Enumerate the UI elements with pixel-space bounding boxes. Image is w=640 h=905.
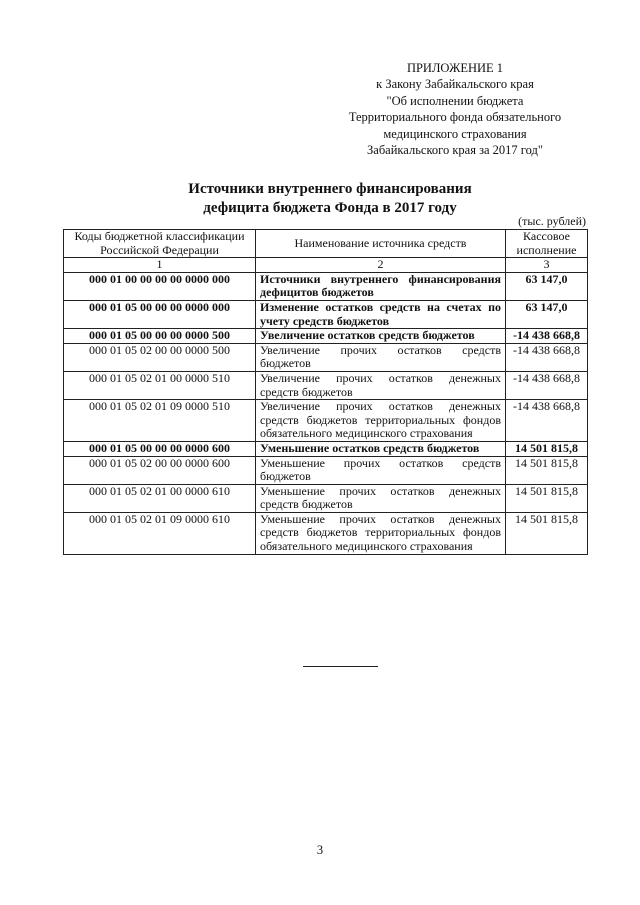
row-amount: 14 501 815,8 xyxy=(506,484,588,512)
row-code: 000 01 05 02 01 00 0000 610 xyxy=(64,484,256,512)
table-row xyxy=(64,400,588,442)
table-row xyxy=(64,371,588,399)
table-row xyxy=(64,300,588,328)
row-name: Уменьшение прочих остатков денежных средств бюджетов территориальных фондов обязательного медицинского страхования xyxy=(256,512,506,554)
row-code: 000 01 05 02 01 00 0000 510 xyxy=(64,371,256,399)
row-name: Увеличение остатков средств бюджетов xyxy=(256,329,506,344)
row-code: 000 01 05 00 00 00 0000 600 xyxy=(64,441,256,456)
title-line-1: Источники внутреннего финансирования xyxy=(188,181,472,197)
column-number: 2 xyxy=(256,258,506,273)
row-amount: 14 501 815,8 xyxy=(506,456,588,484)
appendix-line: "Об исполнении бюджета xyxy=(386,93,524,108)
row-name: Уменьшение остатков средств бюджетов xyxy=(256,441,506,456)
row-code: 000 01 05 02 00 00 0000 500 xyxy=(64,343,256,371)
appendix-line: к Закону Забайкальского края xyxy=(376,77,534,92)
appendix-line: Территориального фонда обязательного xyxy=(348,110,562,125)
row-amount: -14 438 668,8 xyxy=(506,400,588,442)
budget-sources-table xyxy=(63,229,588,555)
document-title xyxy=(150,180,510,218)
table-row xyxy=(64,343,588,371)
separator-line xyxy=(303,666,378,667)
table-row xyxy=(64,441,588,456)
header-name: Наименование источника средств xyxy=(256,230,506,258)
row-amount: -14 438 668,8 xyxy=(506,371,588,399)
row-name: Изменение остатков средств на счетах по учету средств бюджетов xyxy=(256,300,506,328)
header-amount: Кассовое исполнение xyxy=(506,230,588,258)
row-amount: 63 147,0 xyxy=(506,272,588,300)
table-row xyxy=(64,272,588,300)
row-name: Источники внутреннего финансирования дефицитов бюджетов xyxy=(256,272,506,300)
row-amount: -14 438 668,8 xyxy=(506,343,588,371)
table-row xyxy=(64,512,588,554)
row-name: Уменьшение прочих остатков денежных средств бюджетов xyxy=(256,484,506,512)
column-number-row xyxy=(64,258,588,273)
row-amount: 14 501 815,8 xyxy=(506,512,588,554)
table-row xyxy=(64,456,588,484)
row-code: 000 01 05 02 01 09 0000 510 xyxy=(64,400,256,442)
header-code: Коды бюджетной классификации Российской Федерации xyxy=(64,230,256,258)
title-line-2: дефицита бюджета Фонда в 2017 году xyxy=(203,200,457,216)
row-code: 000 01 05 00 00 00 0000 500 xyxy=(64,329,256,344)
appendix-line: медицинского страхования xyxy=(383,126,527,141)
row-name: Увеличение прочих остатков денежных средств бюджетов территориальных фондов обязательного медицинского страхования xyxy=(256,400,506,442)
row-name: Уменьшение прочих остатков средств бюджетов xyxy=(256,456,506,484)
page-number: 3 xyxy=(316,843,324,857)
row-name: Увеличение прочих остатков средств бюджетов xyxy=(256,343,506,371)
row-amount: -14 438 668,8 xyxy=(506,329,588,344)
column-number: 1 xyxy=(64,258,256,273)
row-amount: 14 501 815,8 xyxy=(506,441,588,456)
table-row xyxy=(64,329,588,344)
appendix-line: Забайкальского края за 2017 год" xyxy=(367,143,543,158)
row-code: 000 01 00 00 00 00 0000 000 xyxy=(64,272,256,300)
row-name: Увеличение прочих остатков денежных средств бюджетов xyxy=(256,371,506,399)
table-header-row xyxy=(64,230,588,258)
appendix-line: ПРИЛОЖЕНИЕ 1 xyxy=(406,61,504,75)
appendix-block xyxy=(330,60,580,158)
column-number: 3 xyxy=(506,258,588,273)
units-label: (тыс. рублей) xyxy=(518,214,586,228)
row-code: 000 01 05 02 01 09 0000 610 xyxy=(64,512,256,554)
row-amount: 63 147,0 xyxy=(506,300,588,328)
row-code: 000 01 05 00 00 00 0000 000 xyxy=(64,300,256,328)
table-row xyxy=(64,484,588,512)
row-code: 000 01 05 02 00 00 0000 600 xyxy=(64,456,256,484)
